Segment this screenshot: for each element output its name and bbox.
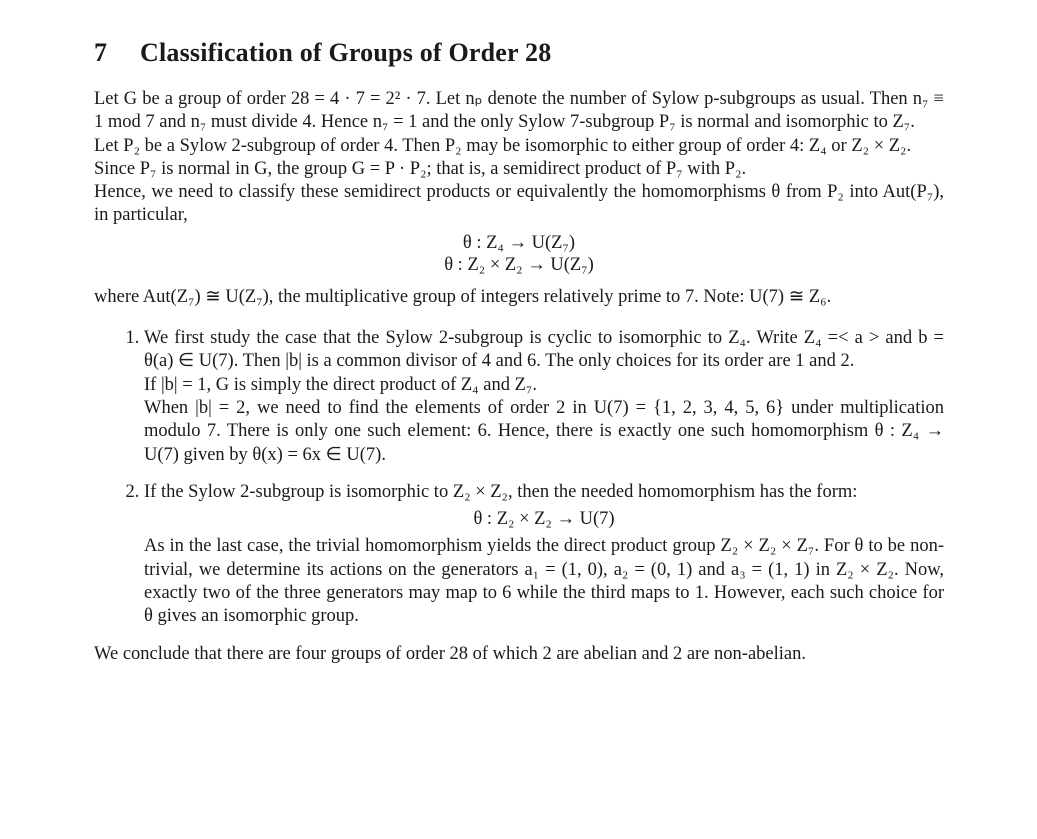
display-equations bbox=[94, 232, 944, 276]
case1-para-trivial: If |b| = 1, G is simply the direct product of Z₄ and Z₇. bbox=[144, 374, 537, 395]
list-item-cyclic-case bbox=[144, 327, 944, 467]
equation-z2xz2: θ : Z₂ × Z₂ → U(Z₇) bbox=[444, 254, 594, 275]
section-title: Classification of Groups of Order 28 bbox=[140, 38, 552, 67]
case2-para-detail: As in the last case, the trivial homomorphism yields the direct product group Z₂ × Z₂ × Z₇. For θ to be non-trivial, we determine its actions on the generators a₁ = (1, 0), a₂ = (0, 1) and a₃ = (1, 1) in Z₂ × Z₂. Now, exactly two of the three generators may map to 6 while the third maps to 1. However, each such choice for θ gives an isomorphic group. bbox=[144, 536, 944, 627]
document-body bbox=[94, 88, 944, 666]
case1-para-intro: 1. We first study the case that the Sylow 2-subgroup is cyclic to isomorphic to Z₄. Write Z₄ =< a > and b = θ(a) ∈ U(7). Then |b| is a common divisor of 4 and 6. The only choices for its order are 1 and 2. bbox=[144, 328, 944, 372]
paragraph-semidirect: Since P₇ is normal in G, the group G = P · P₂; that is, a semidirect product of P₇ with P₂. bbox=[94, 158, 747, 179]
case2-para-intro: 2. If the Sylow 2-subgroup is isomorphic to Z₂ × Z₂, then the needed homomorphism has the form: bbox=[144, 481, 858, 502]
list-item-klein-case bbox=[144, 481, 944, 629]
section-heading bbox=[94, 38, 551, 68]
equation-z4: θ : Z₄ → U(Z₇) bbox=[462, 232, 576, 253]
paragraph-where: where Aut(Z₇) ≅ U(Z₇), the multiplicative group of integers relatively prime to 7. Note: U(7) ≅ Z₆. bbox=[94, 286, 832, 307]
paragraph-conclusion: We conclude that there are four groups of order 28 of which 2 are abelian and 2 are non-abelian. bbox=[94, 643, 806, 664]
case1-para-order2: When |b| = 2, we need to find the elements of order 2 in U(7) = {1, 2, 3, 4, 5, 6} under multiplication modulo 7. There is only one such element: 6. Hence, there is exactly one such homomorphism θ : Z₄ → U(7) given by θ(x) = 6x ∈ U(7). bbox=[144, 397, 944, 465]
case-list bbox=[94, 327, 944, 629]
paragraph-sylow-2: Let P₂ be a Sylow 2-subgroup of order 4. Then P₂ may be isomorphic to either group of order 4: Z₄ or Z₂ × Z₂. bbox=[94, 135, 912, 156]
paragraph-homomorphisms: Hence, we need to classify these semidirect products or equivalently the homomorphisms θ from P₂ into Aut(P₇), in particular, bbox=[94, 182, 944, 226]
section-number: 7 bbox=[94, 38, 108, 67]
paragraph-sylow-7: Let G be a group of order 28 = 4 · 7 = 2² · 7. Let nₚ denote the number of Sylow p-subgroups as usual. Then n₇ ≡ 1 mod 7 and n₇ must divide 4. Hence n₇ = 1 and the only Sylow 7-subgroup P₇ is normal and isomorphic to Z₇. bbox=[94, 89, 944, 133]
equation-klein: θ : Z₂ × Z₂ → U(7) bbox=[473, 509, 615, 530]
